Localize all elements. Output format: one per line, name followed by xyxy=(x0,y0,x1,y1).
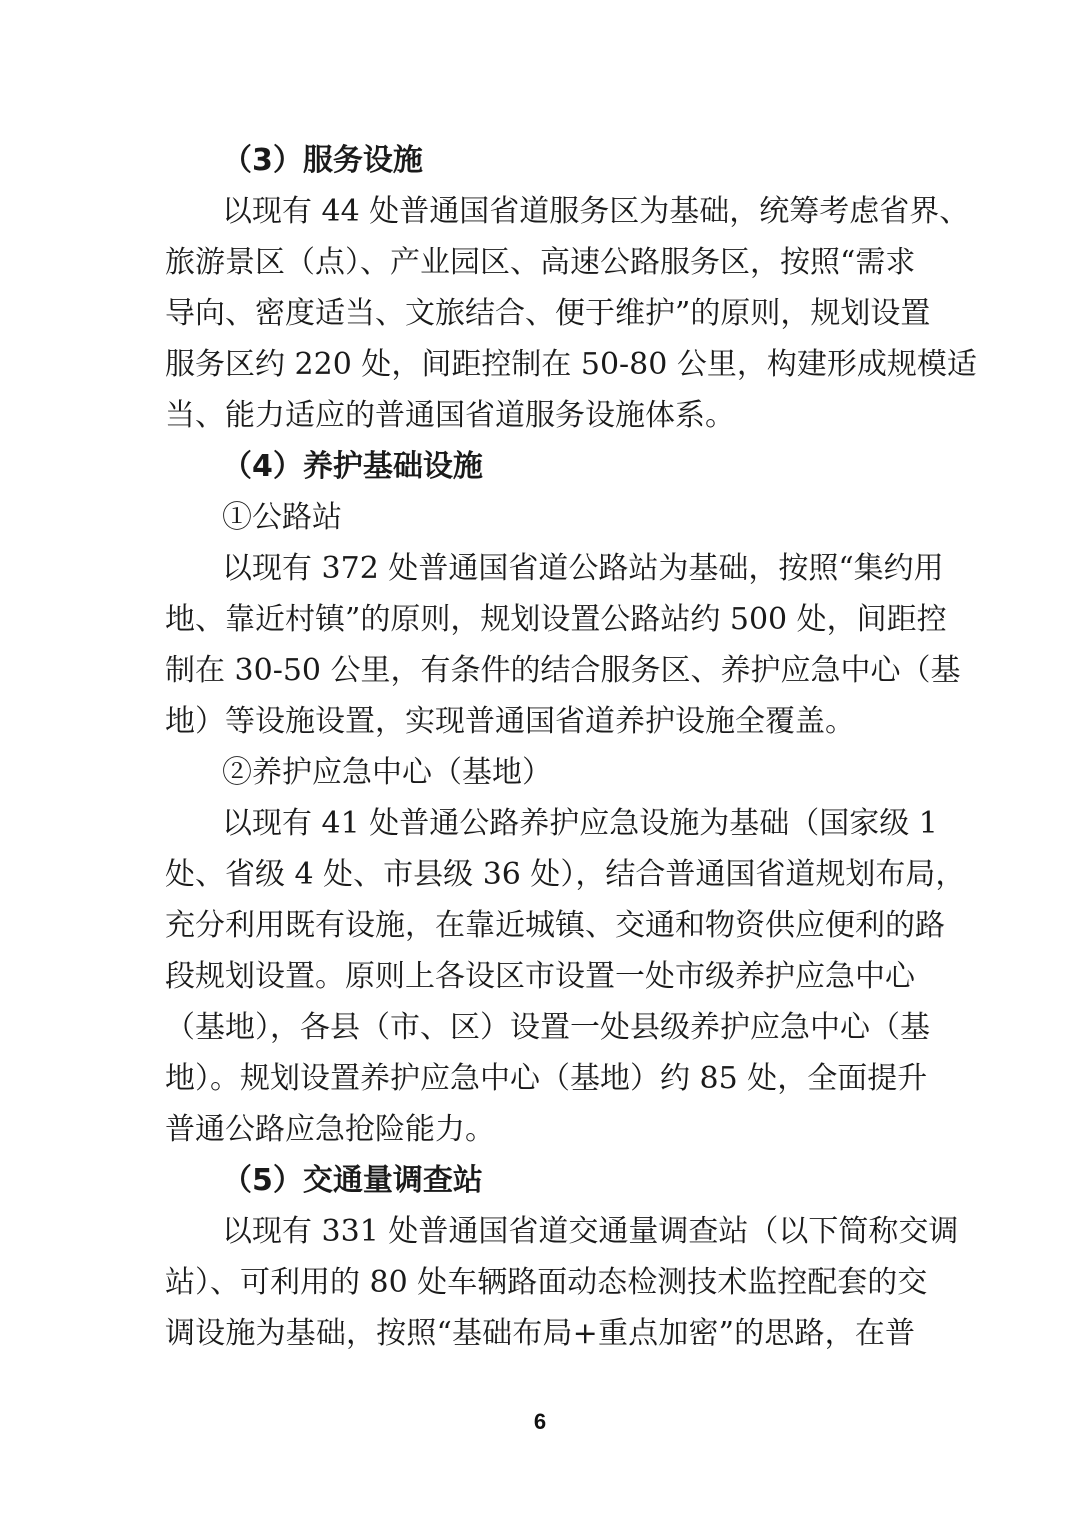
line: 地）等设施设置，实现普通国省道养护设施全覆盖。 xyxy=(165,704,855,739)
line: 导向、密度适当、文旅结合、便于维护”的原则，规划设置 xyxy=(165,296,931,331)
line: 处、省级 4 处、市县级 36 处），结合普通国省道规划布局， xyxy=(165,857,966,892)
line: 段规划设置。原则上各设区市设置一处市级养护应急中心 xyxy=(165,959,915,994)
line: 旅游景区（点）、产业园区、高速公路服务区，按照“需求 xyxy=(165,245,916,280)
line: （5）交通量调查站 xyxy=(222,1163,483,1198)
line: ②养护应急中心（基地） xyxy=(222,755,552,790)
line: （基地），各县（市、区）设置一处县级养护应急中心（基 xyxy=(165,1010,930,1045)
line: 地、靠近村镇”的原则，规划设置公路站约 500 处，间距控 xyxy=(165,602,947,637)
line: 以现有 41 处普通公路养护应急设施为基础（国家级 1 xyxy=(222,806,938,841)
page-number: 6 xyxy=(533,1409,547,1434)
line: 以现有 372 处普通国省道公路站为基础，按照“集约用 xyxy=(222,551,944,586)
line: 站）、可利用的 80 处车辆路面动态检测技术监控配套的交 xyxy=(165,1265,928,1300)
line: 以现有 331 处普通国省道交通量调查站（以下简称交调 xyxy=(222,1214,959,1249)
line: 普通公路应急抢险能力。 xyxy=(165,1112,495,1147)
line: 调设施为基础，按照“基础布局+重点加密”的思路，在普 xyxy=(165,1316,915,1351)
line: 地）。规划设置养护应急中心（基地）约 85 处，全面提升 xyxy=(165,1061,928,1096)
line: ①公路站 xyxy=(222,500,342,535)
line: （3）服务设施 xyxy=(222,143,423,178)
line: 制在 30-50 公里，有条件的结合服务区、养护应急中心（基 xyxy=(165,653,961,688)
line: 当、能力适应的普通国省道服务设施体系。 xyxy=(165,398,735,433)
line: 服务区约 220 处，间距控制在 50-80 公里，构建形成规模适 xyxy=(165,347,977,382)
line: 充分利用既有设施，在靠近城镇、交通和物资供应便利的路 xyxy=(165,908,945,943)
line: 以现有 44 处普通国省道服务区为基础，统筹考虑省界、 xyxy=(222,194,970,229)
line: （4）养护基础设施 xyxy=(222,449,483,484)
